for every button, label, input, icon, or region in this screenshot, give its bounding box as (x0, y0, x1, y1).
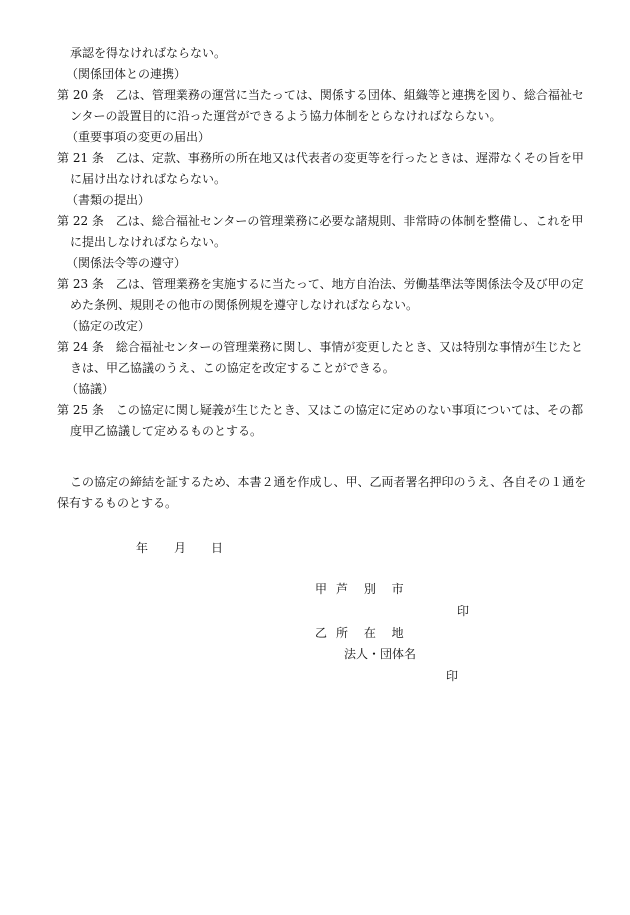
article-line: 第 25 条 この協定に関し疑義が生じたとき、又はこの協定に定めのない事項については、その都 (57, 403, 584, 417)
party-b-seal: 印 (446, 669, 459, 683)
closing-line-1: この協定の締結を証するため、本書２通を作成し、甲、乙両者署名押印のうえ、各自その１通を (70, 475, 587, 489)
date-month: 月 (174, 541, 187, 555)
article-caption: （関係法令等の遵守） (66, 256, 187, 270)
article-caption: （協定の改定） (66, 319, 151, 333)
continuation-line: に届け出なければならない。 (70, 172, 227, 186)
continuation-line: 度甲乙協議して定めるものとする。 (70, 424, 263, 438)
continuation-line: きは、甲乙協議のうえ、この協定を改定することができる。 (70, 361, 395, 375)
article-caption: （関係団体との連携） (66, 67, 187, 81)
article-line: 第 22 条 乙は、総合福祉センターの管理業務に必要な諸規則、非常時の体制を整備し、これを甲 (57, 214, 584, 228)
article-caption: （協議） (66, 382, 115, 396)
party-b-mark: 乙 (315, 626, 328, 640)
article-line: 第 21 条 乙は、定款、事務所の所在地又は代表者の変更等を行ったときは、遅滞なくその旨を甲 (57, 151, 584, 165)
party-a-seal: 印 (457, 604, 470, 618)
continuation-line: に提出しなければならない。 (70, 235, 227, 249)
party-b-name-label: 法人・団体名 (344, 647, 417, 661)
date-year: 年 (136, 541, 149, 555)
article-line: 第 23 条 乙は、管理業務を実施するに当たって、地方自治法、労働基準法等関係法令及び甲の定 (57, 277, 584, 291)
article-line: 第 24 条 総合福祉センターの管理業務に関し、事情が変更したとき、又は特別な事情が生じたと (57, 340, 583, 354)
continuation-line: 承認を得なければならない。 (70, 46, 227, 60)
article-caption: （重要事項の変更の届出） (66, 130, 211, 144)
closing-line-2: 保有するものとする。 (57, 496, 178, 510)
party-a-mark: 甲 (315, 582, 328, 596)
party-b-address-label: 所 在 地 (336, 626, 404, 640)
continuation-line: めた条例、規則その他市の関係例規を遵守しなければならない。 (70, 298, 419, 312)
article-line: 第 20 条 乙は、管理業務の運営に当たっては、関係する団体、組織等と連携を図り、総合福祉セ (57, 88, 584, 102)
continuation-line: ンターの設置目的に沿った運営ができるよう協力体制をとらなければならない。 (70, 109, 502, 123)
article-caption: （書類の提出） (66, 193, 151, 207)
date-day: 日 (211, 541, 224, 555)
party-a-name: 芦 別 市 (336, 582, 404, 596)
